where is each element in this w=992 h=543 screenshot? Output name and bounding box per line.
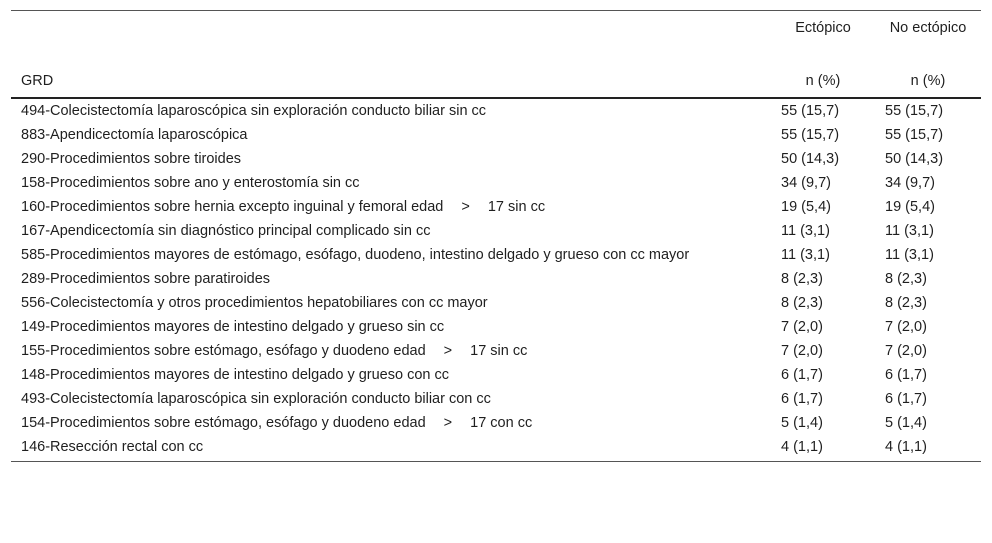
table-row [11, 291, 981, 315]
ectopico-cell: 11 (3,1) [781, 223, 830, 239]
grd-cell [11, 339, 771, 363]
table-header [11, 11, 981, 99]
greater-than-sign: > [443, 343, 453, 359]
grd-text: 155-Procedimientos sobre estómago, esófago y duodeno edad [21, 343, 426, 359]
grd-text-suffix: 17 con cc [470, 415, 533, 431]
ectopico-cell: 6 (1,7) [781, 367, 823, 383]
grd-text-suffix: 17 sin cc [487, 199, 546, 215]
no-ectopico-cell: 6 (1,7) [885, 391, 927, 407]
grd-cell: 494-Colecistectomía laparoscópica sin exploración conducto biliar sin cc [21, 103, 487, 119]
ectopico-cell: 55 (15,7) [781, 127, 840, 143]
ectopico-cell: 7 (2,0) [781, 343, 823, 359]
ectopico-cell: 34 (9,7) [781, 175, 831, 191]
grd-cell: 167-Apendicectomía sin diagnóstico principal complicado sin cc [21, 223, 431, 239]
no-ectopico-cell: 7 (2,0) [885, 343, 927, 359]
table-body [11, 98, 981, 462]
header-ectopico: Ectópico [771, 11, 875, 71]
table-row [11, 171, 981, 195]
grd-cell [11, 195, 771, 219]
grd-cell: 585-Procedimientos mayores de estómago, esófago, duodeno, intestino delgado y grueso con cc mayor [21, 247, 690, 263]
grd-text-suffix: 17 sin cc [470, 343, 528, 359]
grd-text: 160-Procedimientos sobre hernia excepto inguinal y femoral edad [21, 199, 444, 215]
no-ectopico-cell: 8 (2,3) [885, 271, 927, 287]
table-row [11, 243, 981, 267]
table-row [11, 411, 981, 435]
header-unit-no-ectopico: n (%) [875, 70, 981, 98]
no-ectopico-cell: 34 (9,7) [885, 175, 935, 191]
ectopico-cell: 4 (1,1) [771, 435, 875, 462]
ectopico-cell: 8 (2,3) [781, 295, 823, 311]
table-row [11, 387, 981, 411]
grd-cell [11, 411, 771, 435]
no-ectopico-cell: 11 (3,1) [885, 223, 934, 239]
greater-than-sign: > [461, 199, 470, 215]
table-row [11, 195, 981, 219]
ectopico-cell: 19 (5,4) [781, 199, 831, 215]
no-ectopico-cell: 5 (1,4) [885, 415, 927, 431]
grd-cell: 146-Resección rectal con cc [11, 435, 771, 462]
ectopico-cell: 8 (2,3) [781, 271, 823, 287]
ectopico-cell: 11 (3,1) [781, 247, 830, 263]
table-row [11, 435, 981, 462]
grd-text: 154-Procedimientos sobre estómago, esófago y duodeno edad [21, 415, 426, 431]
ectopico-cell: 50 (14,3) [781, 151, 840, 167]
grd-cell: 158-Procedimientos sobre ano y enterostomía sin cc [21, 175, 360, 191]
header-empty [11, 11, 771, 71]
table-row [11, 363, 981, 387]
greater-than-sign: > [443, 415, 453, 431]
table-row [11, 267, 981, 291]
no-ectopico-cell: 55 (15,7) [885, 127, 944, 143]
grd-cell: 883-Apendicectomía laparoscópica [21, 127, 248, 143]
no-ectopico-cell: 4 (1,1) [875, 435, 981, 462]
table-row [11, 123, 981, 147]
no-ectopico-cell: 55 (15,7) [885, 103, 944, 119]
header-grd: GRD [11, 70, 771, 98]
ectopico-cell: 55 (15,7) [781, 103, 840, 119]
ectopico-cell: 6 (1,7) [781, 391, 823, 407]
grd-cell: 148-Procedimientos mayores de intestino delgado y grueso con cc [21, 367, 449, 383]
table-row [11, 315, 981, 339]
grd-cell: 556-Colecistectomía y otros procedimientos hepatobiliares con cc mayor [21, 295, 488, 311]
ectopico-cell: 5 (1,4) [781, 415, 823, 431]
grd-cell: 493-Colecistectomía laparoscópica sin exploración conducto biliar con cc [21, 391, 491, 407]
no-ectopico-cell: 19 (5,4) [885, 199, 935, 215]
header-no-ectopico: No ectópico [875, 11, 981, 71]
grd-cell: 290-Procedimientos sobre tiroides [21, 151, 242, 167]
no-ectopico-cell: 6 (1,7) [885, 367, 927, 383]
grd-table [11, 10, 981, 462]
grd-cell: 289-Procedimientos sobre paratiroides [21, 271, 271, 287]
header-unit-ectopico: n (%) [771, 70, 875, 98]
no-ectopico-cell: 50 (14,3) [885, 151, 944, 167]
table-row [11, 98, 981, 123]
no-ectopico-cell: 7 (2,0) [885, 319, 927, 335]
no-ectopico-cell: 11 (3,1) [885, 247, 934, 263]
table-row [11, 147, 981, 171]
grd-cell: 149-Procedimientos mayores de intestino delgado y grueso sin cc [21, 319, 445, 335]
table-row [11, 339, 981, 363]
table-row [11, 219, 981, 243]
ectopico-cell: 7 (2,0) [781, 319, 823, 335]
no-ectopico-cell: 8 (2,3) [885, 295, 927, 311]
